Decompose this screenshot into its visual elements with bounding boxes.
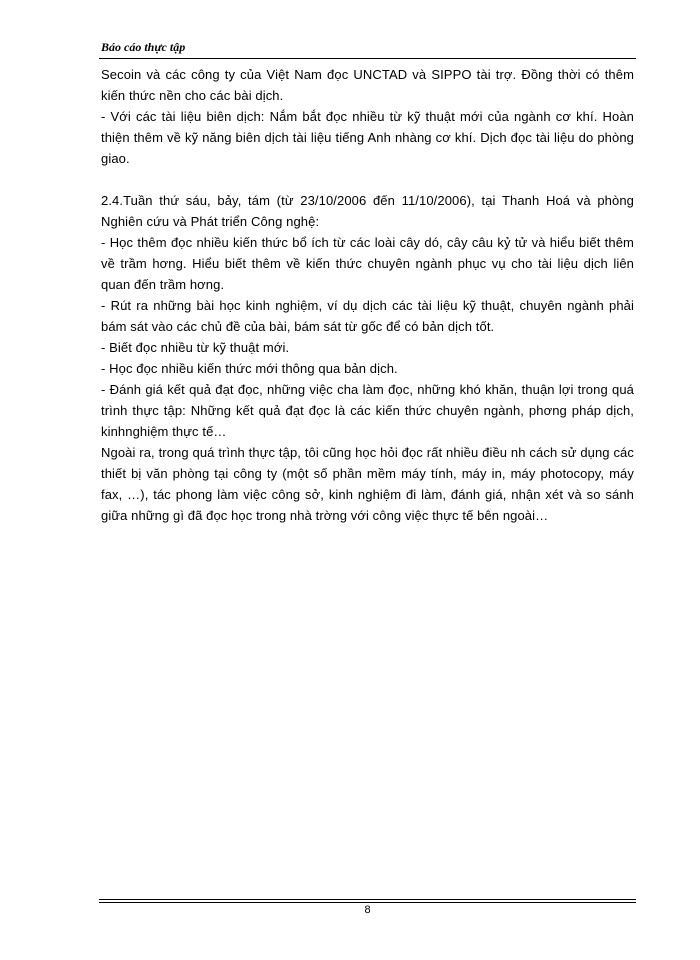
paragraph: Secoin và các công ty của Việt Nam đọc UNCTAD và SIPPO tài trợ. Đồng thời có thêm kiến thức nền cho các bài dịch.: [101, 67, 634, 103]
paragraph: - Học thêm đọc nhiều kiến thức bổ ích từ các loài cây dó, cây câu kỷ tử và hiểu biết thêm về trầm hơng. Hiểu biết thêm về kiến thức chuyên ngành phục vụ cho tài liệu dịch liên quan đến trầm hơng.: [101, 235, 634, 292]
paragraph: - Biết đọc nhiều từ kỹ thuật mới.: [101, 340, 290, 355]
body-text: [101, 64, 634, 526]
footer-rule: [99, 899, 636, 900]
paragraph: - Rút ra những bài học kinh nghiệm, ví dụ dịch các tài liệu kỹ thuật, chuyên ngành phải bám sát vào các chủ đề của bài, bám sát từ gốc để có bản dịch tốt.: [101, 298, 634, 334]
footer-rule: [99, 902, 636, 903]
paragraph: - Với các tài liệu biên dịch: Nắm bắt đọc nhiều từ kỹ thuật mới của ngành cơ khí. Hoàn thiện thêm về kỹ năng biên dịch tài liệu tiếng Anh nhàng cơ khí. Dịch đọc tài liệu do phòng giao.: [101, 109, 634, 166]
blank-line: [101, 169, 634, 190]
header-rule: [99, 58, 636, 59]
paragraph: Ngoài ra, trong quá trình thực tập, tôi cũng học hỏi đọc rất nhiều điều nh cách sử dụng các thiết bị văn phòng tại công ty (một số phần mềm máy tính, máy in, máy photocopy, máy fax, …), tác phong làm việc công sở, kinh nghiệm đi làm, đánh giá, nhận xét và so sánh giữa những gì đã đọc học trong nhà trờng với công việc thực tế bên ngoài…: [101, 445, 634, 523]
section-heading: 2.4.Tuần thứ sáu, bảy, tám (từ 23/10/2006 đến 11/10/2006), tại Thanh Hoá và phòng Nghiên cứu và Phát triển Công nghệ:: [101, 193, 634, 229]
header-title: Báo cáo thực tập: [101, 40, 186, 54]
paragraph: - Đánh giá kết quả đạt đọc, những việc cha làm đọc, những khó khăn, thuận lợi trong quá trình thực tập: Những kết quả đạt đọc là các kiến thức chuyên ngành, phơng pháp dịch, kinhnghiệm thực tế…: [101, 382, 634, 439]
paragraph: - Học đọc nhiều kiến thức mới thông qua bản dịch.: [101, 361, 398, 376]
page-number: 8: [364, 904, 371, 916]
